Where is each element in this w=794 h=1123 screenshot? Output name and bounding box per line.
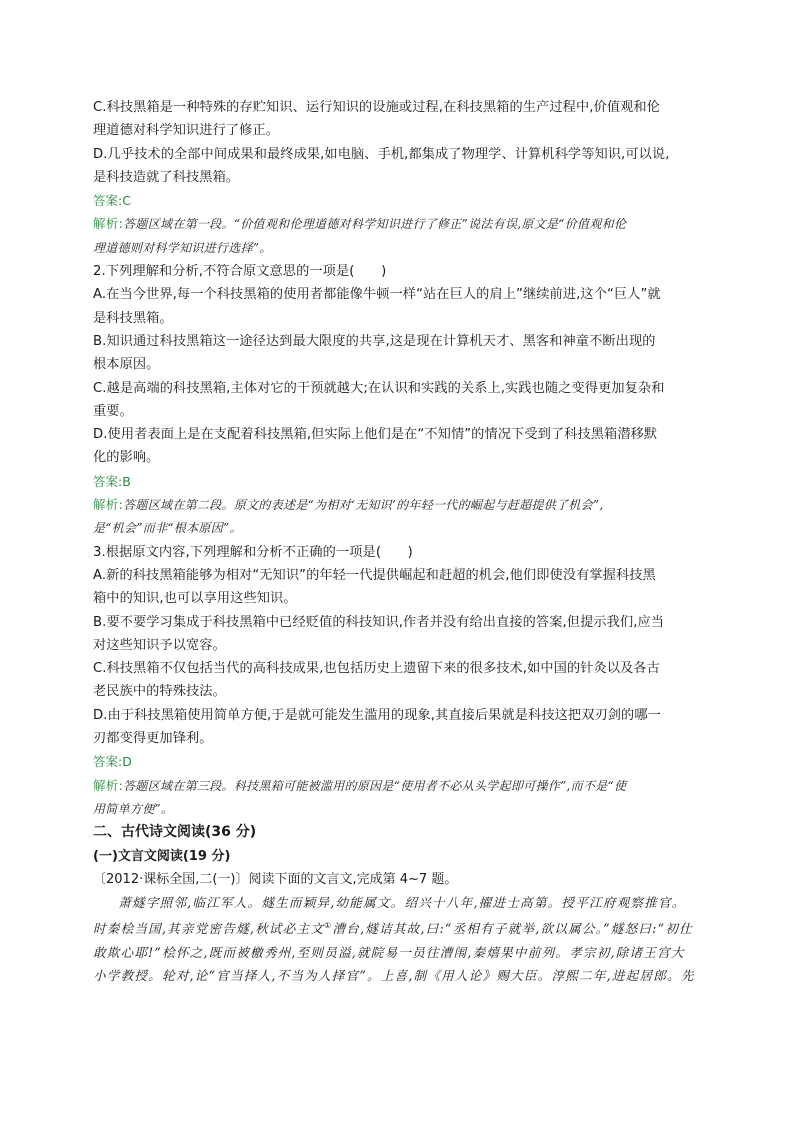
classical-passage-line2 [93, 914, 705, 940]
answer-value: C [122, 193, 131, 209]
answer-label: 答案: [93, 473, 123, 489]
q3-answer [93, 750, 705, 773]
q2-explanation-line2: 是“机会”而非“根本原因”。 [93, 521, 242, 536]
footnote-marker: ① [324, 921, 333, 931]
classical-passage-line1: 萧燧字照邻,临江军人。燧生而颖异,幼能属文。绍兴十八年,擢进士高第。授平江府观察推官。 [118, 895, 686, 911]
explanation-text: 答题区域在第一段。“价值观和伦理道德对科学知识进行了修正”说法有误,原文是“价值观和伦 [123, 217, 627, 232]
q2-option-c-line2: 重要。 [93, 403, 133, 419]
q1-explanation-line2: 理道德则对科学知识进行选择”。 [93, 240, 272, 255]
q3-option-c-line2: 老民族中的特殊技法。 [93, 684, 226, 700]
document-page [93, 96, 705, 987]
answer-label: 答案: [93, 193, 123, 209]
explanation-label: 解析: [93, 497, 124, 513]
q3-option-d-line2: 刃都变得更加锋利。 [93, 731, 213, 747]
q1-explanation-line1 [93, 212, 705, 236]
q2-answer [93, 470, 705, 493]
q2-option-b-line2: 根本原因。 [93, 357, 160, 373]
q3-explanation-line2: 用简单方便”。 [93, 801, 174, 816]
q3-stem: 3.根据原文内容,下列理解和分析不正确的一项是( ) [93, 544, 413, 560]
explanation-label: 解析: [93, 216, 124, 232]
q2-stem: 2.下列理解和分析,不符合原文意思的一项是( ) [93, 264, 387, 280]
q3-option-a-line2: 箱中的知识,也可以享用这些知识。 [93, 591, 297, 607]
q3-option-a-line1: A.新的科技黑箱能够为相对“无知识”的年轻一代提供崛起和赶超的机会,他们即使没有掌握科技黑 [93, 567, 656, 583]
q3-option-c-line1: C.科技黑箱不仅包括当代的高科技成果,也包括历史上遗留下来的很多技术,如中国的针灸以及各古 [93, 661, 660, 677]
answer-value: B [122, 473, 131, 489]
q1-answer [93, 189, 705, 212]
q3-explanation-line1 [93, 774, 705, 798]
passage-source: 〔2012·课标全国,二(一)〕阅读下面的文言文,完成第 4~7 题。 [93, 871, 458, 887]
section-heading: 二、古代诗文阅读(36 分) [93, 824, 257, 841]
classical-passage-line3: 敢欺心耶!”桧怀之,既而被檄秀州,至则员溢,就院易一员往漕闱,秦熺果中前列。孝宗初,除诸王宫大 [93, 944, 685, 960]
q2-explanation-line1 [93, 493, 705, 517]
q2-option-a-line2: 是科技黑箱。 [93, 310, 173, 326]
q2-option-d-line2: 化的影响。 [93, 450, 160, 466]
q2-option-c-line1: C.越是高端的科技黑箱,主体对它的干预就越大;在认识和实践的关系上,实践也随之变得更加复杂和 [93, 380, 665, 396]
q2-option-a-line1: A.在当今世界,每一个科技黑箱的使用者都能像牛顿一样“站在巨人的肩上”继续前进,这个“巨人”就 [93, 287, 661, 303]
explanation-text: 答题区域在第二段。原文的表述是“为相对‘无知识’的年轻一代的崛起与赶超提供了机会”, [123, 498, 604, 513]
passage-text: 时秦桧当国,其亲党密告燧,秋试必主文 [93, 921, 325, 937]
q1-option-c-line2: 理道德对科学知识进行了修正。 [93, 123, 280, 139]
subsection-heading: (一)文言文阅读(19 分) [93, 848, 231, 864]
q3-option-b-line2: 对这些知识予以宽容。 [93, 637, 226, 653]
passage-text: 漕台,燧诘其故,曰:“丞相有子就举,欲以属公。”燧怒曰:“初仕 [332, 921, 693, 937]
q1-option-d-line1: D.几乎技术的全部中间成果和最终成果,如电脑、手机,都集成了物理学、计算机科学等知识,可以说, [93, 146, 670, 162]
q2-option-b-line1: B.知识通过科技黑箱这一途径达到最大限度的共享,这是现在计算机天才、黑客和神童不断出现的 [93, 333, 656, 349]
explanation-text: 答题区域在第三段。科技黑箱可能被滥用的原因是“使用者不必从头学起即可操作”,而不是“使 [123, 778, 627, 793]
answer-value: D [122, 754, 132, 770]
q1-option-d-line2: 是科技造就了科技黑箱。 [93, 169, 240, 185]
answer-label: 答案: [93, 754, 123, 770]
q1-option-c-line1: C.科技黑箱是一种特殊的存贮知识、运行知识的设施或过程,在科技黑箱的生产过程中,价值观和伦 [93, 100, 660, 115]
q2-option-d-line1: D.使用者表面上是在支配着科技黑箱,但实际上他们是在“不知情”的情况下受到了科技黑箱潜移默 [93, 427, 658, 443]
classical-passage-line4: 小学教授。轮对,论“官当择人,不当为人择官”。上喜,制《用人论》赐大臣。淳熙二年,进起居郎。先 [93, 968, 695, 984]
q3-option-b-line1: B.要不要学习集成于科技黑箱中已经贬值的科技知识,作者并没有给出直接的答案,但提示我们,应当 [93, 614, 665, 630]
explanation-label: 解析: [93, 777, 124, 793]
q3-option-d-line1: D.由于科技黑箱使用简单方便,于是就可能发生滥用的现象,其直接后果就是科技这把双刃剑的哪一 [93, 707, 661, 723]
